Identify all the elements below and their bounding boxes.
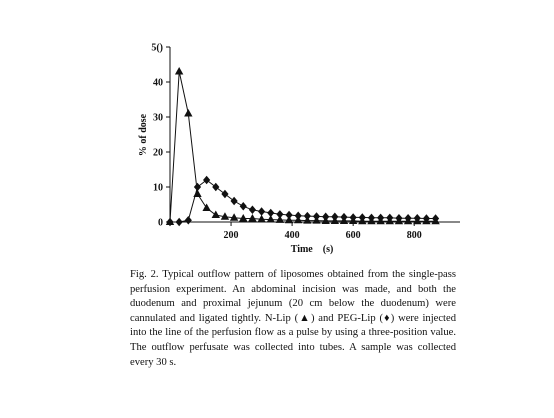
chart-axes [151, 43, 460, 242]
diamond-point [313, 212, 320, 220]
triangle-point [184, 109, 192, 117]
diamond-point [276, 210, 283, 218]
x-tick-label: 800 [406, 230, 422, 241]
diamond-point [231, 197, 238, 205]
diamond-point [386, 214, 393, 222]
x-tick-label: 400 [284, 230, 300, 241]
figure-caption: Fig. 2. Typical outflow pattern of liposomes obtained from the single-pass perfusion experiment. An abdominal incision was made, and both the duodenum and proximal jejunum (20 cm below the duodenum) were cannulated and ligated tightly. N-Lip (▲) and PEG-Lip (♦) were injected into the line of the perfusion flow as a pulse by using a three-position value. The outflow perfusate was collected into tubes. A sample was collected every 30 s. [130, 269, 456, 368]
diamond-point [267, 209, 274, 217]
triangle-point [248, 214, 256, 222]
triangle-point [212, 211, 220, 219]
diamond-point [176, 218, 183, 226]
diamond-point [377, 214, 384, 222]
diamond-point [322, 213, 329, 221]
diamond-point [240, 202, 247, 210]
x-tick-label: 600 [345, 230, 361, 241]
triangle-point [202, 204, 210, 212]
diamond-point [258, 207, 265, 215]
diamond-point [212, 183, 219, 191]
diamond-point [221, 190, 228, 198]
diamond-series-line [170, 180, 436, 222]
y-tick-label: 10 [153, 182, 163, 194]
diamond-point [340, 213, 347, 221]
x-tick-label: 200 [223, 230, 239, 241]
x-axis-label: Time (s) [290, 244, 334, 255]
diamond-point [203, 176, 210, 184]
y-tick-label: 40 [153, 77, 163, 89]
diamond-point [295, 212, 302, 220]
diamond-point [331, 213, 338, 221]
diamond-point [368, 214, 375, 222]
triangle-point [239, 214, 247, 222]
y-tick-label: 20 [153, 147, 163, 159]
diamond-point [194, 183, 201, 191]
triangle-point [257, 215, 265, 223]
y-tick-label: 0 [158, 217, 163, 229]
diamond-point [359, 213, 366, 221]
chart-series [166, 67, 440, 226]
y-tick-label: 5() [151, 42, 163, 54]
diamond-point [285, 211, 292, 219]
diamond-point [304, 212, 311, 220]
triangle-series-line [170, 72, 436, 223]
y-tick-label: 30 [153, 112, 163, 124]
diamond-point [249, 206, 256, 214]
diamond-point [185, 216, 192, 224]
triangle-point [175, 67, 183, 75]
diamond-point [350, 213, 357, 221]
y-axis-label: % of dose [138, 113, 149, 157]
